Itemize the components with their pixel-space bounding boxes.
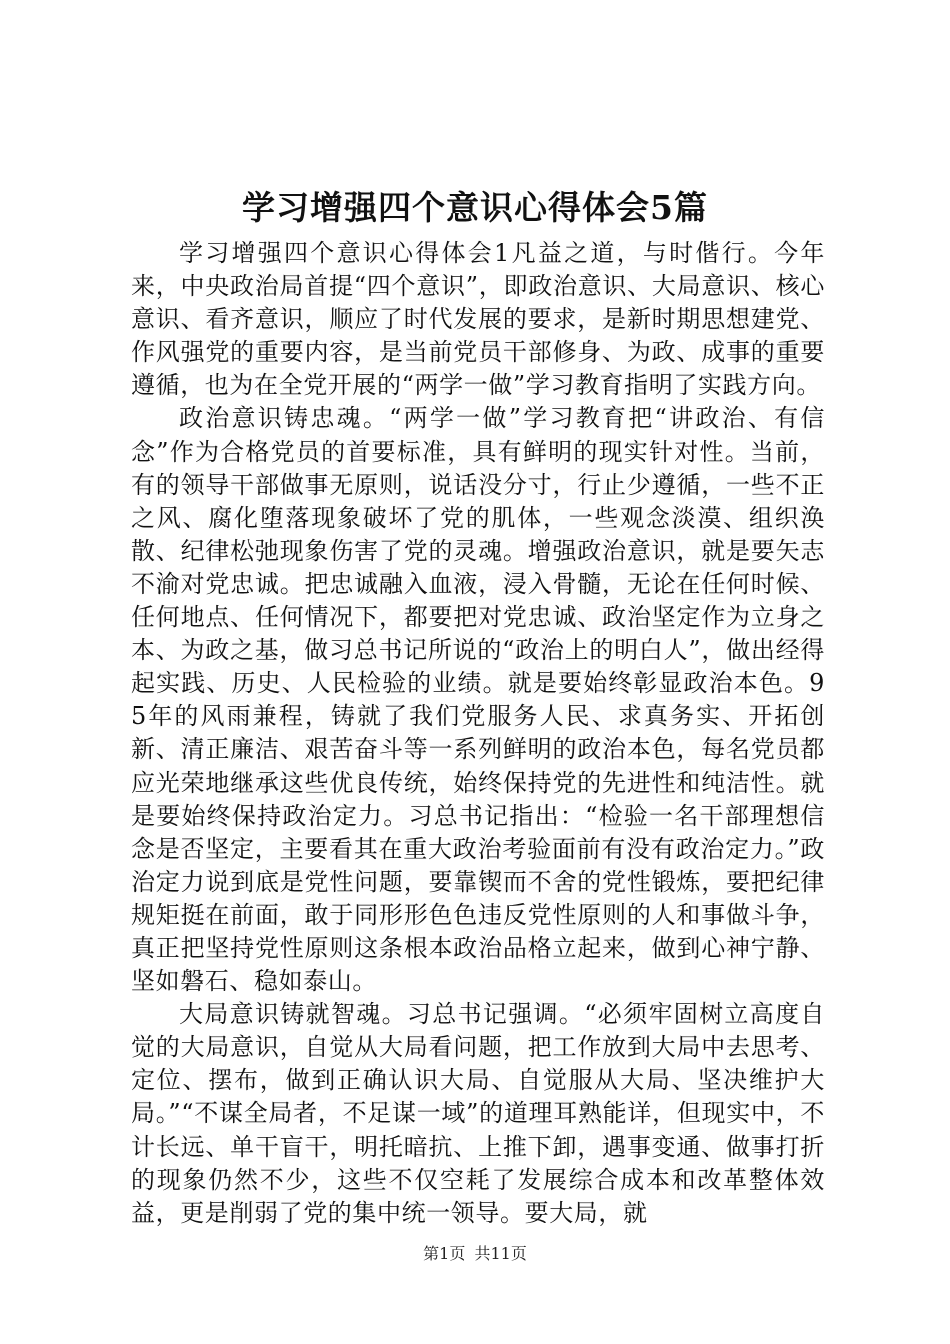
document-title: 学习增强四个意识心得体会5篇 — [242, 188, 708, 227]
page-total: 共11页 — [474, 1244, 527, 1263]
paragraph-political-awareness: 政治意识铸忠魂。“两学一做”学习教育把“讲政治、有信念”作为合格党员的首要标准，具有鲜明的现实针对性。当前，有的领导干部做事无原则，说话没分寸，行止少遵循，一些不正之风、腐化堕落现象破坏了党的肌体，一些观念淡漠、组织涣散、纪律松弛现象伤害了党的灵魂。增强政治意识，就是要矢志不渝对党忠诚。把忠诚融入血液，浸入骨髓，无论在任何时候、任何地点、任何情况下，都要把对党忠诚、政治坚定作为立身之本、为政之基，做习总书记所说的“政治上的明白人”，做出经得起实践、历史、人民检验的业绩。就是要始终彰显政治本色。95年的风雨兼程，铸就了我们党服务人民、求真务实、开拓创新、清正廉洁、艰苦奋斗等一系列鲜明的政治本色，每名党员都应光荣地继承这些优良传统，始终保持党的先进性和纯洁性。就是要始终保持政治定力。习总书记指出：“检验一名干部理想信念是否坚定，主要看其在重大政治考验面前有没有政治定力。”政治定力说到底是党性问题，要靠锲而不舍的党性锻炼，要把纪律规矩挺在前面，敢于同形形色色违反党性原则的人和事做斗争，真正把坚持党性原则这条根本政治品格立起来，做到心神宁静、坚如磐石、稳如泰山。 — [131, 404, 825, 996]
document-body — [131, 237, 825, 1230]
paragraph-overall-awareness: 大局意识铸就智魂。习总书记强调。“必须牢固树立高度自觉的大局意识，自觉从大局看问题，把工作放到大局中去思考、定位、摆布，做到正确认识大局、自觉服从大局、坚决维护大局。”“不谋全局者，不足谋一域”的道理耳熟能详，但现实中，不计长远、单干盲干，明托暗抗、上推下卸，遇事变通、做事打折的现象仍然不少，这些不仅空耗了发展综合成本和改革整体效益，更是削弱了党的集中统一领导。要大局，就 — [131, 1000, 825, 1227]
page-footer — [0, 1243, 950, 1265]
paragraph-intro: 学习增强四个意识心得体会1凡益之道，与时偕行。今年来，中央政治局首提“四个意识”，即政治意识、大局意识、核心意识、看齐意识，顺应了时代发展的要求，是新时期思想建党、作风强党的重要内容，是当前党员干部修身、为政、成事的重要遵循，也为在全党开展的“两学一做”学习教育指明了实践方向。 — [131, 239, 825, 400]
page-number: 第1页 — [423, 1244, 466, 1263]
